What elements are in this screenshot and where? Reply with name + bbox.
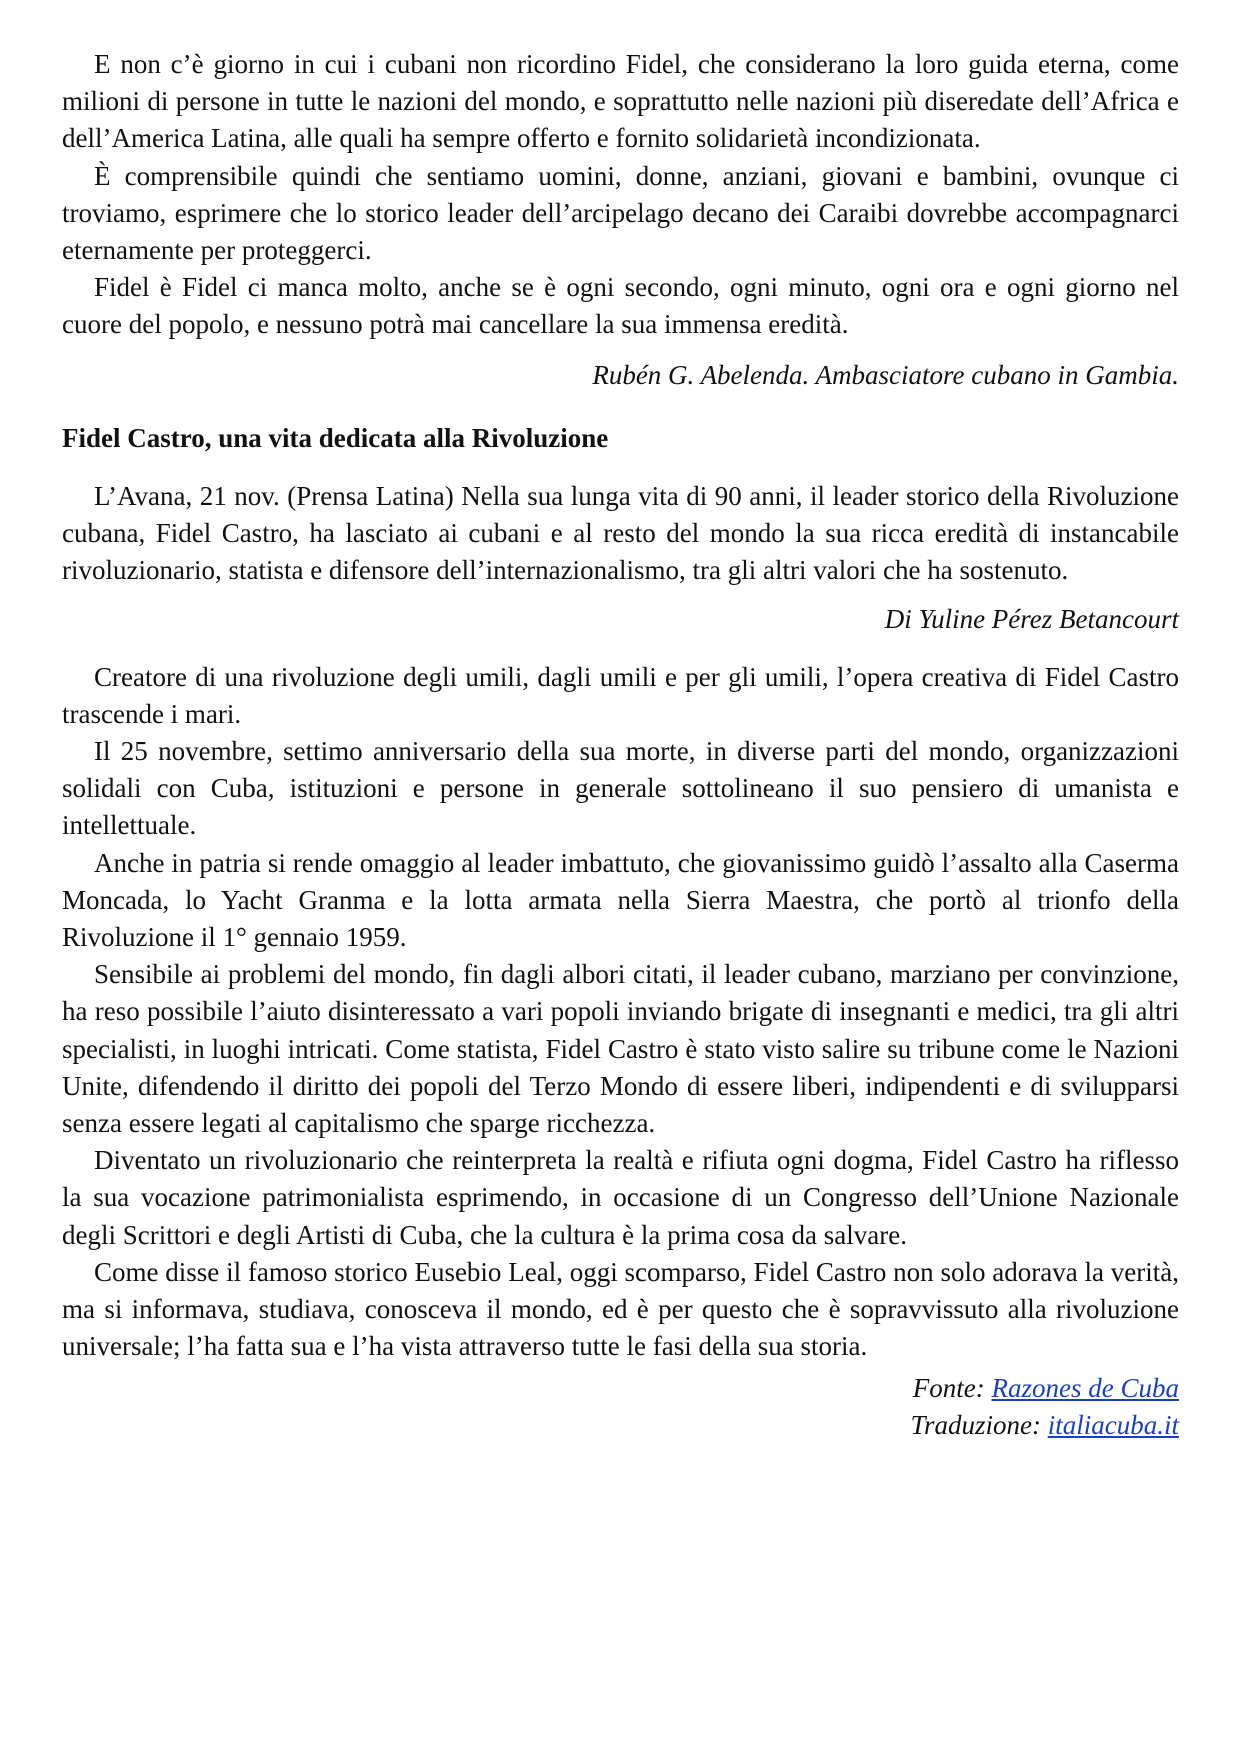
paragraph: E non c’è giorno in cui i cubani non ricordino Fidel, che considerano la loro guida eterna, come milioni di persone in tutte le nazioni del mondo, e soprattutto nelle nazioni più diseredate dell’Africa e dell’America Latina, alle quali ha sempre offerto e fornito solidarietà incondizionata. xyxy=(62,49,1179,154)
translation-line xyxy=(62,1407,1179,1444)
paragraph: Sensibile ai problemi del mondo, fin dagli albori citati, il leader cubano, marziano per convinzione, ha reso possibile l’aiuto disinteressato a vari popoli inviando brigate di insegnanti e medici, tra gli altri specialisti, in luoghi intricati. Come statista, Fidel Castro è stato visto salire su tribune come le Nazioni Unite, difendendo il diritto dei popoli del Terzo Mondo di essere liberi, indipendenti e di svilupparsi senza essere legati al capitalismo che sparge ricchezza. xyxy=(62,959,1179,1139)
source-label: Fonte: xyxy=(912,1372,985,1403)
translation-link[interactable]: italiacuba.it xyxy=(1047,1409,1179,1440)
paragraph: È comprensibile quindi che sentiamo uomini, donne, anziani, giovani e bambini, ovunque ci troviamo, esprimere che lo storico leader dell’arcipelago decano dei Caraibi dovrebbe accompagnarci eternamente per proteggerci. xyxy=(62,160,1179,266)
article-title: Fidel Castro, una vita dedicata alla Rivoluzione xyxy=(62,422,609,453)
paragraph: Creatore di una rivoluzione degli umili, dagli umili e per gli umili, l’opera creativa di Fidel Castro trascende i mari. xyxy=(62,661,1179,729)
ambassador-signature: Rubén G. Abelenda. Ambasciatore cubano in Gambia. xyxy=(592,359,1179,390)
source-link[interactable]: Razones de Cuba xyxy=(991,1372,1179,1403)
article-author: Di Yuline Pérez Betancourt xyxy=(884,604,1179,635)
paragraph: Anche in patria si rende omaggio al leader imbattuto, che giovanissimo guidò l’assalto alla Caserma Moncada, lo Yacht Granma e la lotta armata nella Sierra Maestra, che portò al trionfo della Rivoluzione il 1° gennaio 1959. xyxy=(62,847,1179,953)
translation-label: Traduzione: xyxy=(910,1409,1041,1440)
paragraph: Diventato un rivoluzionario che reinterpreta la realtà e rifiuta ogni dogma, Fidel Castro ha riflesso la sua vocazione patrimonialista esprimendo, in occasione di un Congresso dell’Unione Nazionale degli Scrittori e degli Artisti di Cuba, che la cultura è la prima cosa da salvare. xyxy=(62,1145,1179,1250)
source-line xyxy=(62,1370,1179,1407)
paragraph: Come disse il famoso storico Eusebio Leal, oggi scomparso, Fidel Castro non solo adorava la verità, ma si informava, studiava, conosceva il mondo, ed è per questo che è sopravvissuto alla rivoluzione universale; l’ha fatta sua e l’ha vista attraverso tutte le fasi della sua storia. xyxy=(62,1256,1179,1362)
article-lead: L’Avana, 21 nov. (Prensa Latina) Nella sua lunga vita di 90 anni, il leader storico della Rivoluzione cubana, Fidel Castro, ha lasciato ai cubani e al resto del mondo la sua ricca eredità di instancabile rivoluzionario, statista e difensore dell’internazionalismo, tra gli altri valori che ha sostenuto. xyxy=(62,480,1179,586)
paragraph: Fidel è Fidel ci manca molto, anche se è ogni secondo, ogni minuto, ogni ora e ogni giorno nel cuore del popolo, e nessuno potrà mai cancellare la sua immensa eredità. xyxy=(62,272,1179,340)
paragraph: Il 25 novembre, settimo anniversario della sua morte, in diverse parti del mondo, organizzazioni solidali con Cuba, istituzioni e persone in generale sottolineano il suo pensiero di umanista e intellettuale. xyxy=(62,736,1179,841)
document-page xyxy=(62,46,1179,1444)
